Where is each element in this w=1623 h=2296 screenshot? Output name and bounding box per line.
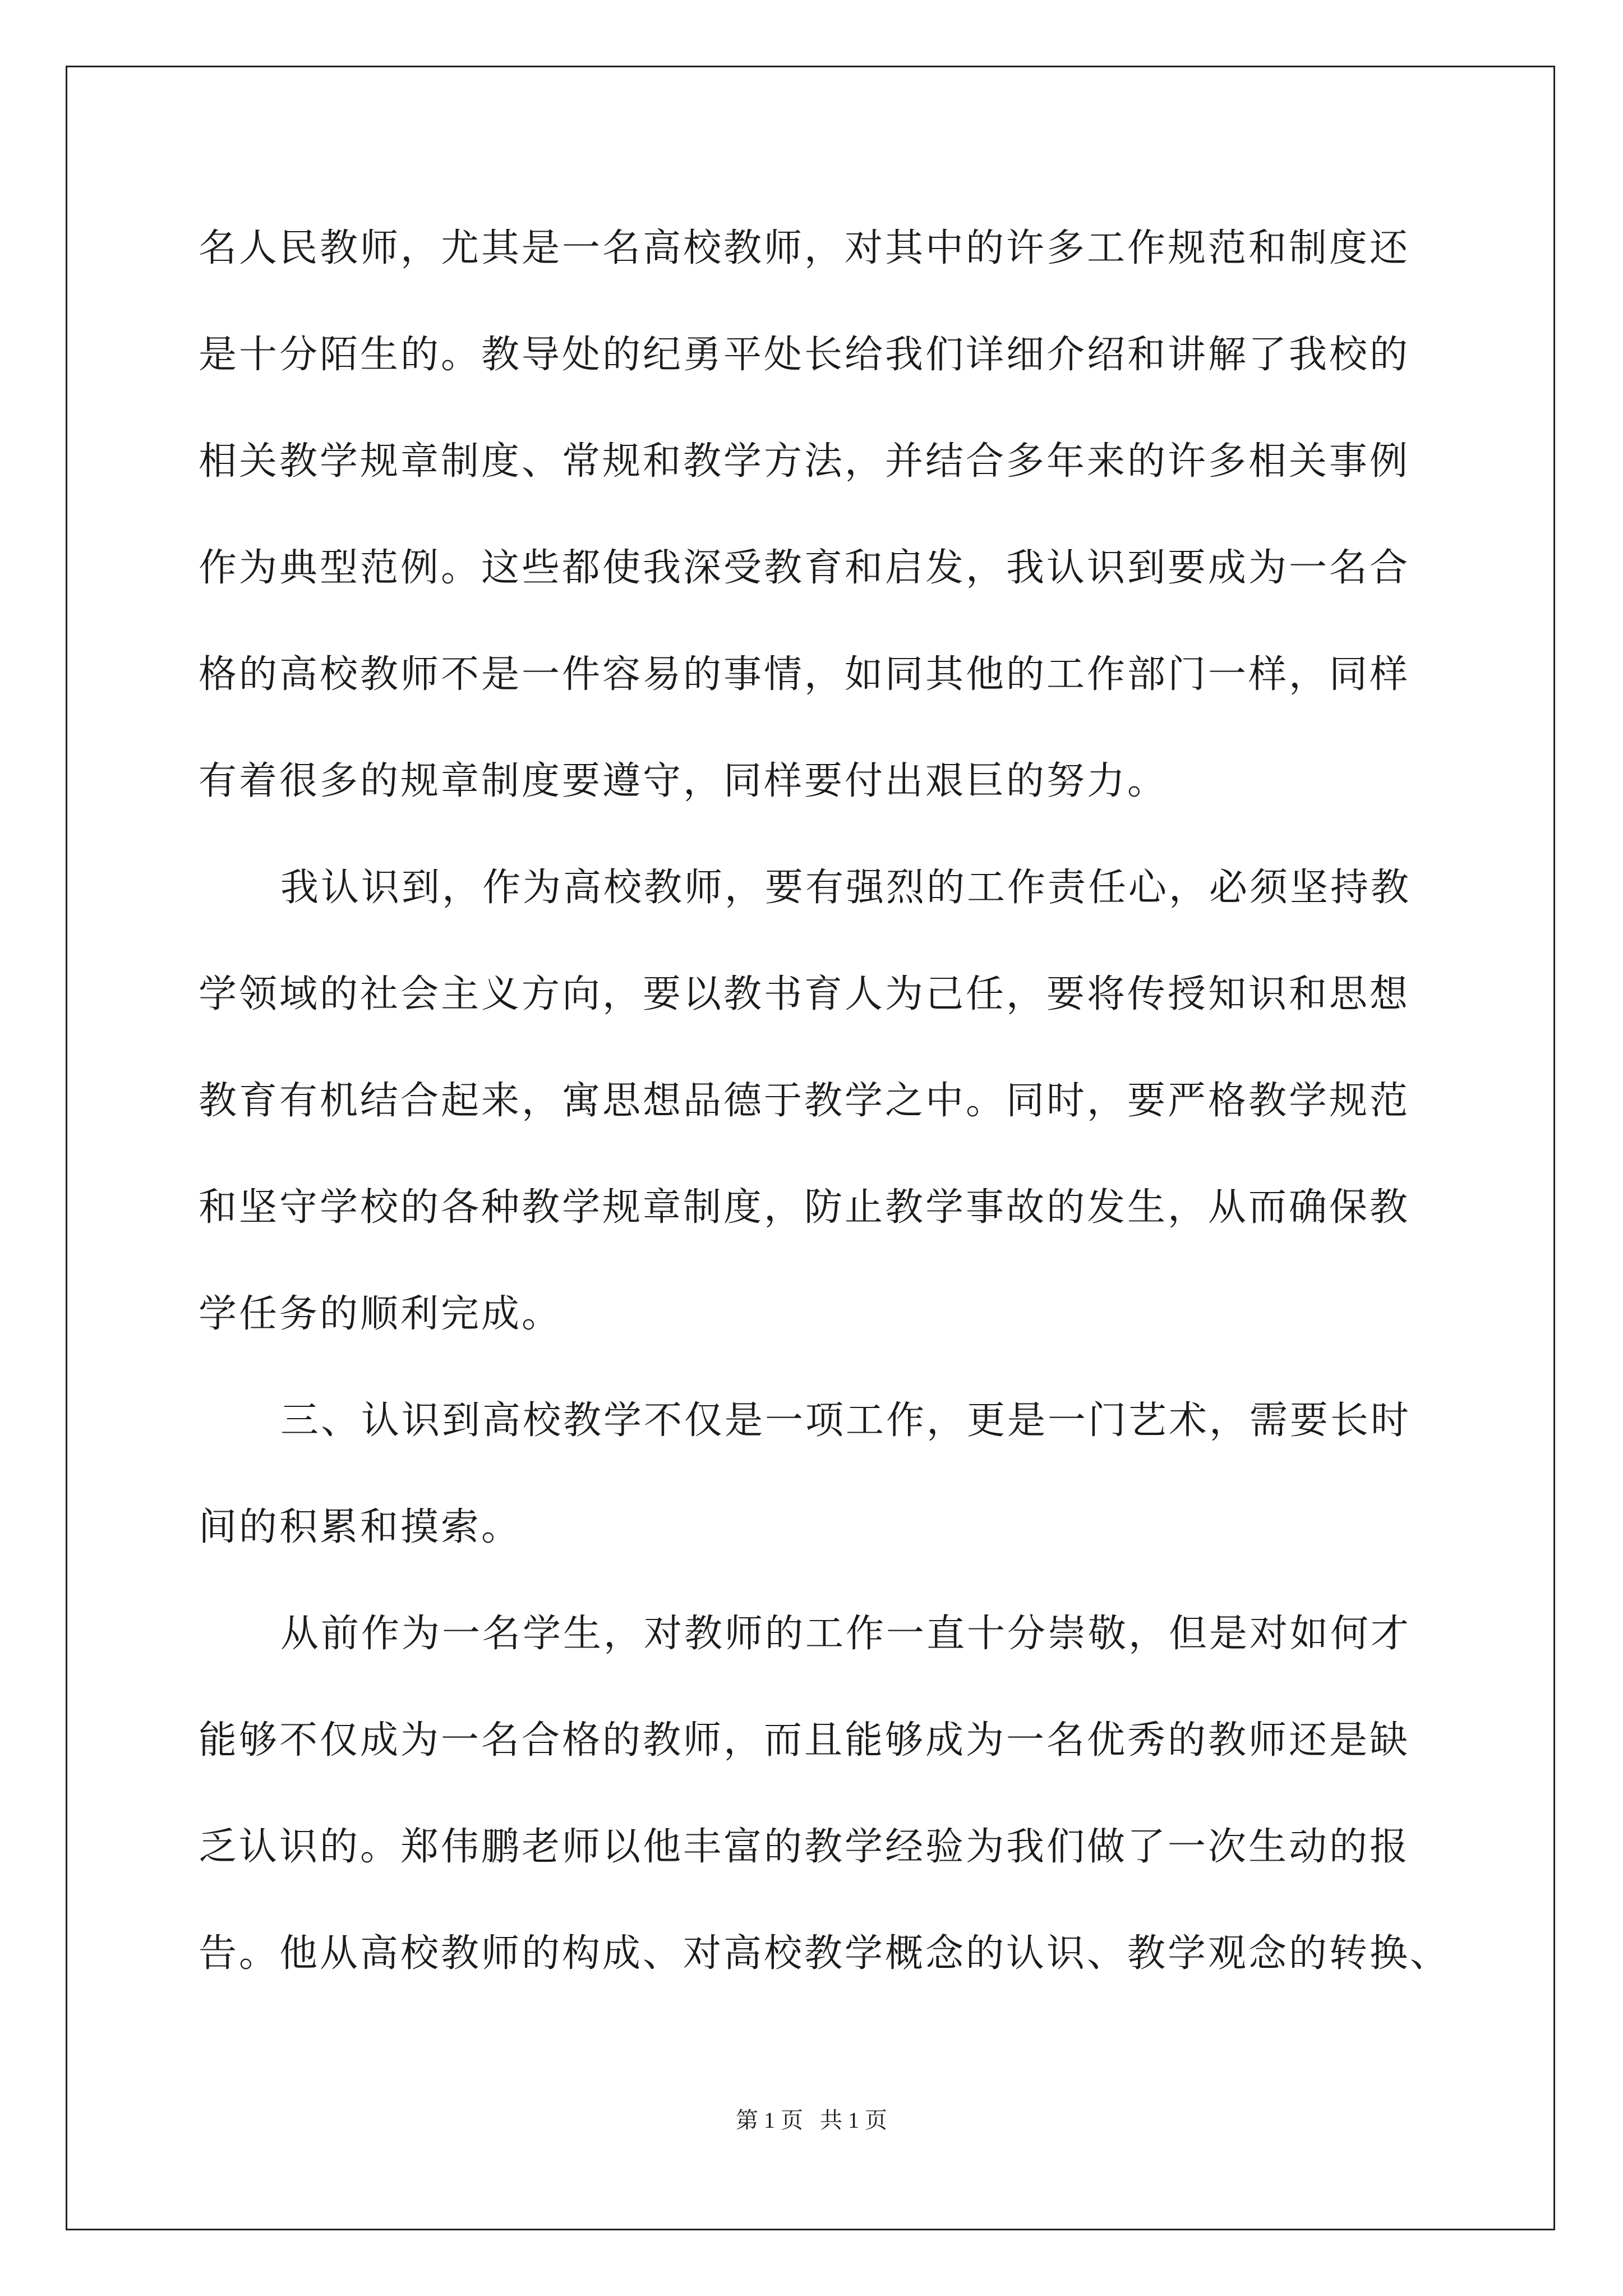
text-line: 是十分陌生的。教导处的纪勇平处长给我们详细介绍和讲解了我校的 xyxy=(199,333,1410,377)
text-line: 和坚守学校的各种教学规章制度，防止教学事故的发生，从而确保教 xyxy=(199,1185,1410,1230)
section-heading-line: 三、认识到高校教学不仅是一项工作，更是一门艺术，需要长时 xyxy=(280,1398,1412,1443)
text-line: 格的高校教师不是一件容易的事情，如同其他的工作部门一样，同样 xyxy=(199,652,1410,697)
text-line: 告。他从高校教师的构成、对高校教学概念的认识、教学观念的转换、 xyxy=(199,1931,1451,1976)
text-line: 学领域的社会主义方向，要以教书育人为己任，要将传授知识和思想 xyxy=(199,972,1410,1016)
text-line: 有着很多的规章制度要遵守，同样要付出艰巨的努力。 xyxy=(199,759,1168,803)
text-line: 乏认识的。郑伟鹏老师以他丰富的教学经验为我们做了一次生动的报 xyxy=(199,1825,1410,1869)
document-body xyxy=(199,218,1451,2030)
paragraph-first-line: 从前作为一名学生，对教师的工作一直十分崇敬，但是对如何才 xyxy=(280,1612,1412,1656)
text-line: 教育有机结合起来，寓思想品德于教学之中。同时，要严格教学规范 xyxy=(199,1079,1410,1123)
text-line: 间的积累和摸索。 xyxy=(199,1505,522,1549)
text-line: 学任务的顺利完成。 xyxy=(199,1292,562,1336)
paragraph-first-line: 我认识到，作为高校教师，要有强烈的工作责任心，必须坚持教 xyxy=(280,866,1412,910)
text-line: 作为典型范例。这些都使我深受教育和启发，我认识到要成为一名合 xyxy=(199,546,1410,590)
text-line: 相关教学规章制度、常规和教学方法，并结合多年来的许多相关事例 xyxy=(199,439,1410,484)
page-number-footer: 第 1 页 共 1 页 xyxy=(736,2108,887,2133)
text-line: 能够不仅成为一名合格的教师，而且能够成为一名优秀的教师还是缺 xyxy=(199,1718,1410,1763)
text-line: 名人民教师，尤其是一名高校教师，对其中的许多工作规范和制度还 xyxy=(199,226,1410,270)
